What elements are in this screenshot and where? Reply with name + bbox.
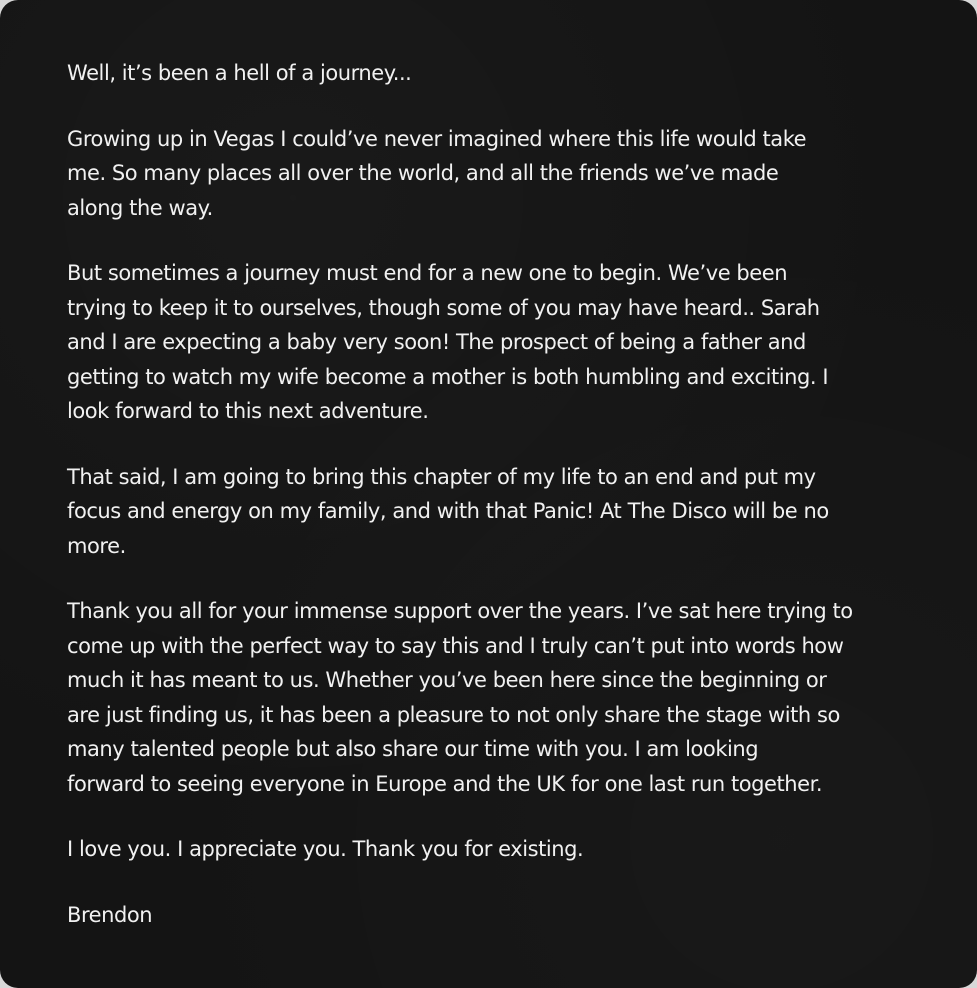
letter-opening: Well, it’s been a hell of a journey...: [67, 61, 412, 85]
paragraph-gap: [67, 867, 937, 898]
letter-closing-line: I love you. I appreciate you. Thank you for existing.: [67, 837, 584, 861]
letter-paragraph-vegas: Growing up in Vegas I could’ve never imagined where this life would take me. So many places all over the world, and all the friends we’ve made along the way.: [67, 126, 807, 220]
letter-paragraph-thanks: Thank you all for your immense support over the years. I’ve sat here trying to come up with the perfect way to say this and I truly can’t put into words how much it has meant to us. Whether you’ve been here since the beginning or are just finding us, it has been a pleasure to not only share the stage with so many talented people but also share our time with you. I am looking forward to seeing everyone in Europe and the UK for one last run together.: [67, 599, 853, 796]
paragraph-gap: [67, 801, 937, 832]
paragraph-gap: [67, 563, 937, 594]
letter-signature: Brendon: [67, 902, 153, 927]
letter-paragraph-chapter: That said, I am going to bring this chapter of my life to an end and put my focus and energy on my family, and with that Panic! At The Disco will be no more.: [67, 464, 829, 558]
letter-paragraph-journey: But sometimes a journey must end for a new one to begin. We’ve been trying to keep it to ourselves, though some of you may have heard.. Sarah and I are expecting a baby very soon! The prospect of being a father and getting to watch my wife become a mother is both humbling and exciting. I look forward to this next adventure.: [67, 261, 829, 423]
paragraph-gap: [67, 225, 937, 256]
paragraph-gap: [67, 429, 937, 460]
paragraph-gap: [67, 91, 937, 122]
